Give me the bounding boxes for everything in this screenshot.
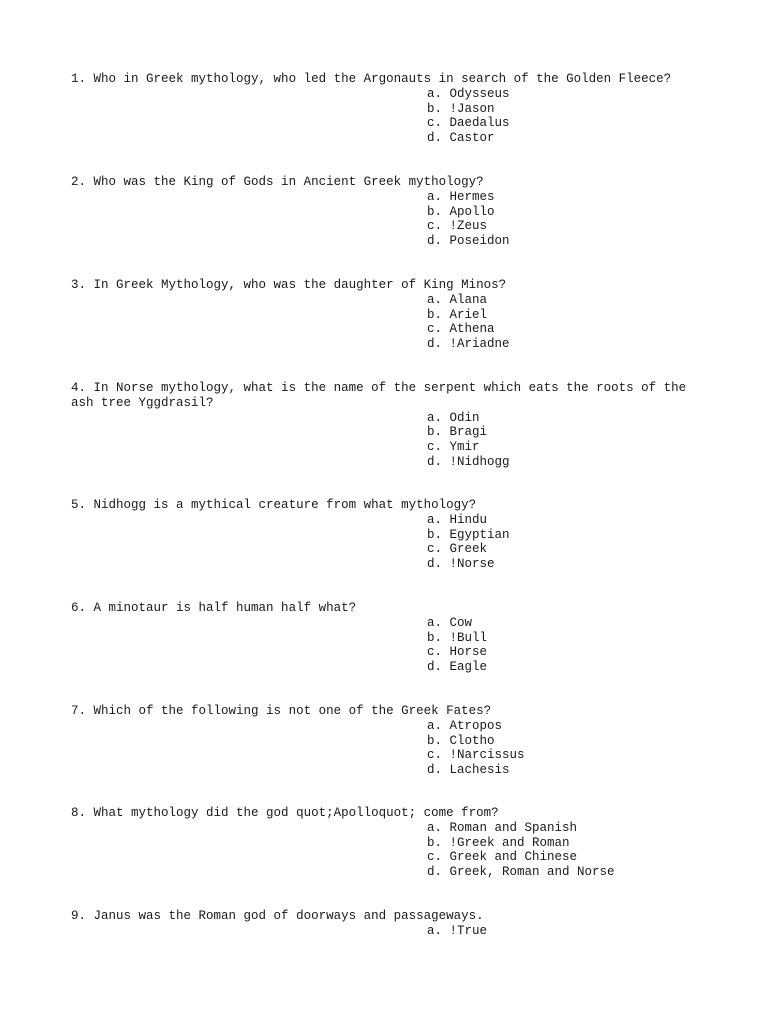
answer-option: a. Hermes [427, 189, 495, 204]
question-text: 5. Nidhogg is a mythical creature from what mythology? [71, 498, 477, 512]
answer-option: c. Greek [427, 542, 488, 557]
answer-options [427, 719, 711, 778]
answer-options [427, 190, 711, 249]
question-text: 9. Janus was the Roman god of doorways and passageways. [71, 909, 484, 923]
answer-option: a. Alana [427, 292, 488, 307]
answer-option: a. Hindu [427, 512, 488, 527]
answer-option: a. Atropos [427, 718, 503, 733]
answer-option: d. !Ariadne [427, 337, 510, 352]
answer-option: a. !True [427, 923, 488, 938]
answer-options [427, 924, 711, 939]
answer-option: d. Poseidon [427, 234, 510, 249]
answer-option: b. Clotho [427, 733, 495, 748]
question-text: 8. What mythology did the god quot;Apolloquot; come from? [71, 806, 499, 820]
question-text: 1. Who in Greek mythology, who led the Argonauts in search of the Golden Fleece? [71, 72, 672, 86]
answer-option: c. Horse [427, 645, 488, 660]
question-2 [71, 175, 711, 249]
answer-option: c. Greek and Chinese [427, 850, 578, 865]
answer-option: b. Egyptian [427, 527, 510, 542]
answer-option: b. !Bull [427, 630, 488, 645]
question-5 [71, 498, 711, 572]
answer-option: c. Daedalus [427, 116, 510, 131]
question-text: 7. Which of the following is not one of the Greek Fates? [71, 704, 492, 718]
question-7 [71, 704, 711, 778]
question-4 [71, 381, 711, 470]
answer-option: b. !Jason [427, 101, 495, 116]
answer-option: c. !Zeus [427, 219, 488, 234]
answer-option: b. !Greek and Roman [427, 835, 570, 850]
answer-option: a. Odin [427, 410, 480, 425]
answer-option: d. Eagle [427, 660, 488, 675]
answer-options [427, 616, 711, 675]
answer-options [427, 411, 711, 470]
answer-option: d. Greek, Roman and Norse [427, 865, 615, 880]
question-text: 4. In Norse mythology, what is the name of the serpent which eats the roots of the ash tree Yggdrasil? [71, 381, 694, 410]
answer-option: a. Cow [427, 615, 473, 630]
answer-options [427, 513, 711, 572]
question-text: 3. In Greek Mythology, who was the daughter of King Minos? [71, 278, 507, 292]
question-9 [71, 909, 711, 939]
answer-option: a. Odysseus [427, 86, 510, 101]
question-1 [71, 72, 711, 146]
answer-option: b. Apollo [427, 204, 495, 219]
answer-option: d. Lachesis [427, 763, 510, 778]
answer-option: d. !Norse [427, 557, 495, 572]
answer-option: b. Bragi [427, 425, 488, 440]
question-text: 2. Who was the King of Gods in Ancient Greek mythology? [71, 175, 484, 189]
question-6 [71, 601, 711, 675]
answer-options [427, 821, 711, 880]
answer-option: b. Ariel [427, 307, 488, 322]
answer-option: d. Castor [427, 131, 495, 146]
answer-options [427, 87, 711, 146]
answer-option: c. Athena [427, 322, 495, 337]
question-8 [71, 806, 711, 880]
question-text: 6. A minotaur is half human half what? [71, 601, 357, 615]
answer-options [427, 293, 711, 352]
answer-option: c. !Narcissus [427, 748, 525, 763]
answer-option: c. Ymir [427, 440, 480, 455]
answer-option: d. !Nidhogg [427, 454, 510, 469]
answer-option: a. Roman and Spanish [427, 820, 578, 835]
question-3 [71, 278, 711, 352]
